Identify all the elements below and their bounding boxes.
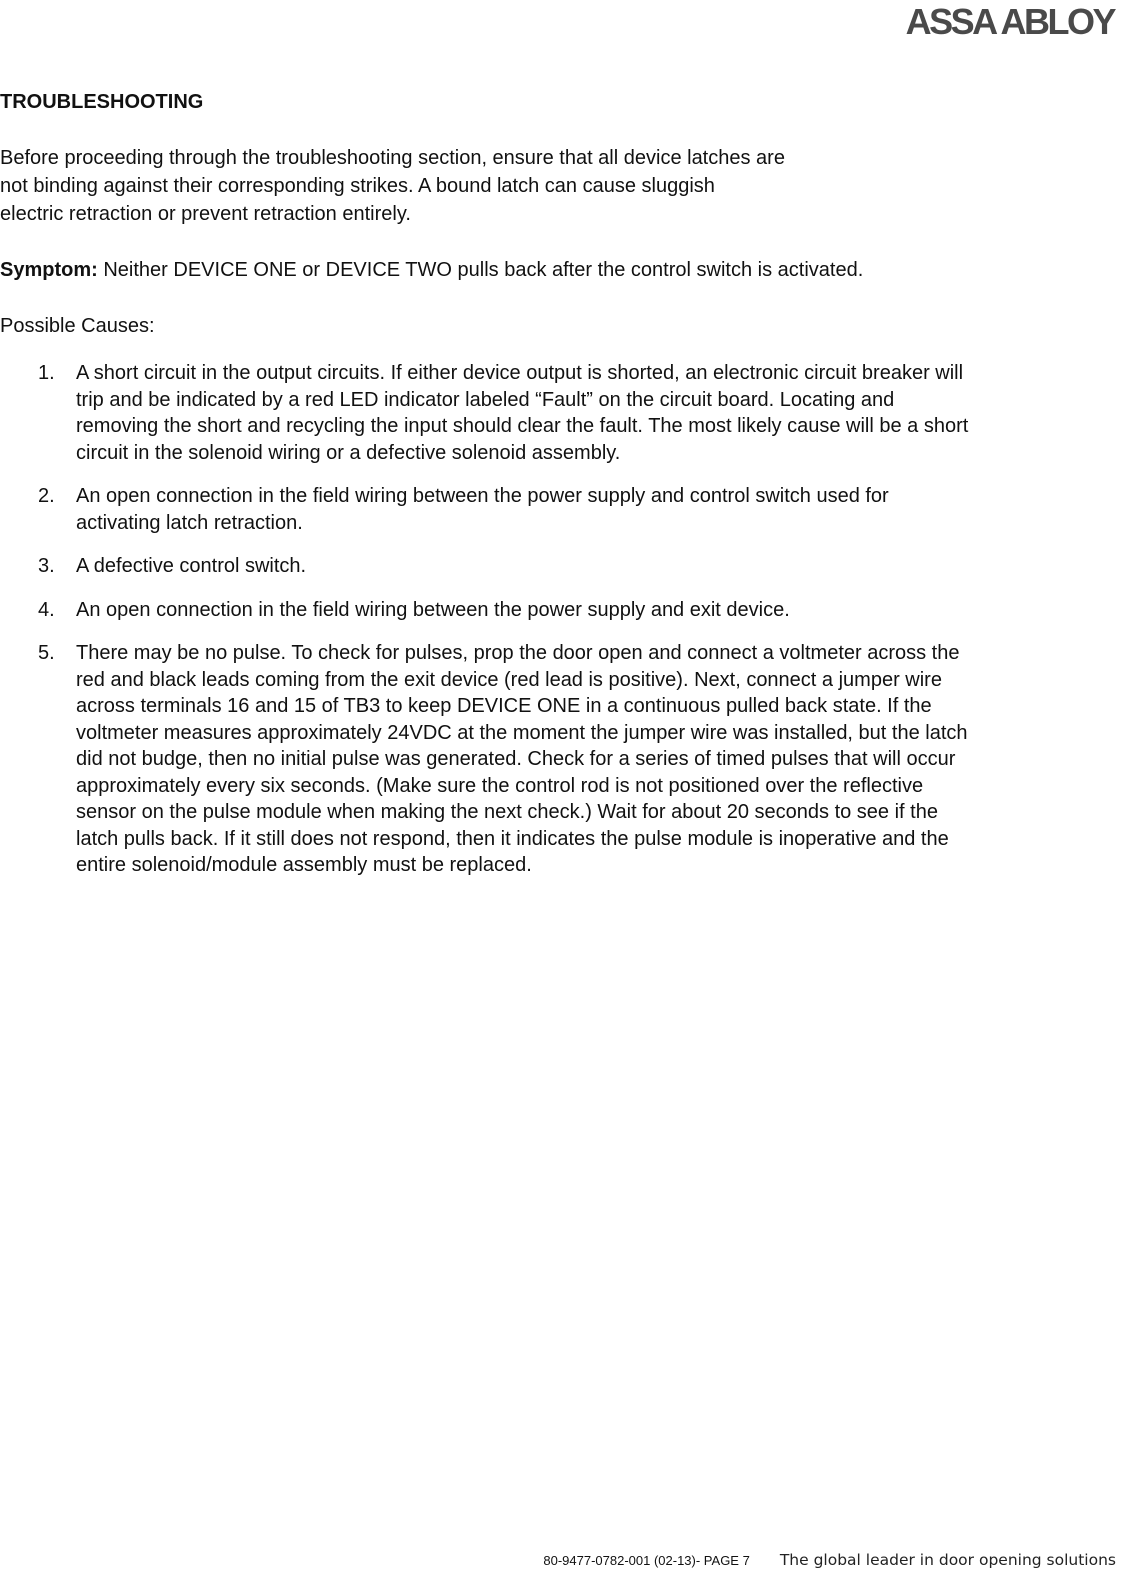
cause-text: An open connection in the field wiring between the power supply and control switch used for activating latch retraction. (76, 485, 889, 534)
possible-causes-label: Possible Causes: (0, 315, 155, 337)
company-tagline: The global leader in door opening solutions (779, 1551, 1116, 1569)
troubleshooting-section (0, 88, 975, 896)
document-reference: 80-9477-0782-001 (02-13)- PAGE 7 (543, 1553, 750, 1568)
intro-line: Before proceeding through the troubleshooting section, ensure that all device latches are (0, 147, 785, 169)
cause-text: There may be no pulse. To check for pulses, prop the door open and connect a voltmeter across the red and black leads coming from the exit device (red lead is positive). Next, connect a jumper wire across terminals 16 and 15 of TB3 to keep DEVICE ONE in a continuous pulled back state. If the voltmeter measures approximately 24VDC at the moment the jumper wire was installed, but the latch did not budge, then no initial pulse was generated. Check for a series of timed pulses that will occur approximately every six seconds. (Make sure the control rod is not positioned over the reflective sensor on the pulse module when making the next check.) Wait for about 20 seconds to see if the latch pulls back. If it still does not respond, then it indicates the pulse module is inoperative and the entire solenoid/module assembly must be replaced. (76, 642, 968, 876)
cause-number: 5. (38, 642, 55, 664)
cause-number: 1. (38, 362, 55, 384)
causes-list (0, 360, 975, 879)
cause-text: An open connection in the field wiring between the power supply and exit device. (76, 598, 790, 621)
page-footer (543, 1551, 1116, 1569)
cause-text: A short circuit in the output circuits. If either device output is shorted, an electronic circuit breaker will trip and be indicated by a red LED indicator labeled “Fault” on the circuit board. Locating and removing the short and recycling the input should clear the fault. The most likely cause will be a short circuit in the solenoid wiring or a defective solenoid assembly. (76, 362, 969, 464)
cause-item-4 (0, 597, 975, 624)
cause-number: 4. (38, 598, 55, 621)
symptom-paragraph (0, 256, 975, 284)
cause-item-5 (0, 640, 975, 879)
intro-line: electric retraction or prevent retraction entirely. (0, 203, 411, 225)
cause-item-2 (0, 483, 975, 536)
intro-paragraph (0, 144, 975, 228)
cause-item-3 (0, 553, 975, 580)
cause-number: 3. (38, 555, 55, 577)
section-title: TROUBLESHOOTING (0, 91, 204, 113)
cause-number: 2. (38, 485, 55, 507)
cause-item-1 (0, 360, 975, 466)
symptom-text: Neither DEVICE ONE or DEVICE TWO pulls back after the control switch is activated. (97, 259, 864, 281)
cause-text: A defective control switch. (76, 555, 307, 577)
symptom-label: Symptom: (0, 259, 98, 281)
assa-abloy-logo: ASSA ABLOY (905, 1, 1114, 42)
intro-line: not binding against their corresponding strikes. A bound latch can cause sluggish (0, 175, 715, 197)
